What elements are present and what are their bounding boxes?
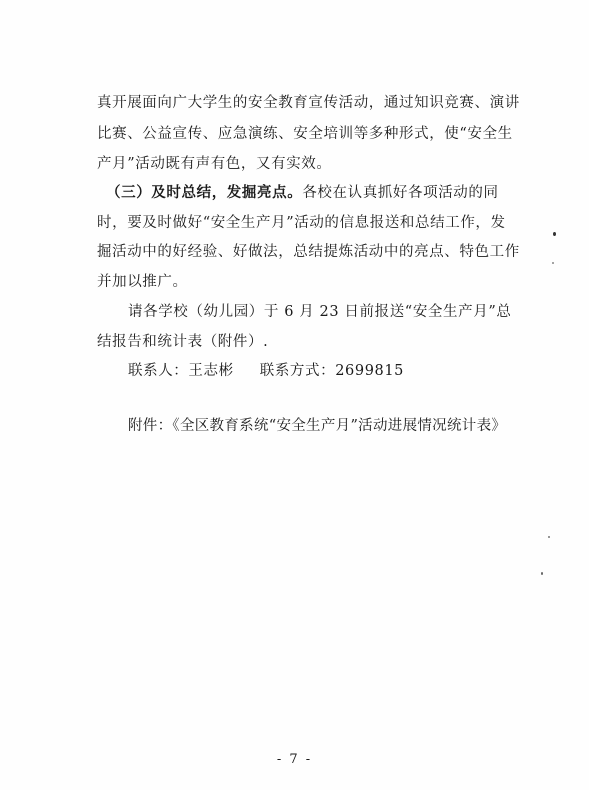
page-number: - 7 - bbox=[276, 752, 313, 767]
paragraph-1-line-3: 产月”活动既有声有色，又有实效。 bbox=[97, 156, 332, 172]
attachment-line: 附件：《全区教育系统“安全生产月”活动进展情况统计表》 bbox=[128, 418, 507, 434]
contact-person-label: 联系人： bbox=[128, 363, 189, 379]
paragraph-3-line-1: 请各学校（幼儿园）于 6 月 23 日前报送“安全生产月”总 bbox=[128, 304, 512, 320]
paragraph-2-line-3: 掘活动中的好经验、好做法，总结提炼活动中的亮点、特色工作 bbox=[97, 244, 520, 260]
contact-method-label: 联系方式： bbox=[259, 363, 336, 379]
contact-person-name: 王志彬 bbox=[188, 363, 234, 379]
paragraph-1-line-2: 比赛、公益宣传、应急演练、安全培训等多种形式，使“安全生 bbox=[97, 126, 513, 142]
scan-speck bbox=[553, 232, 556, 236]
paragraph-1-line-1: 真开展面向广大学生的安全教育宣传活动，通过知识竞赛、演讲 bbox=[97, 95, 520, 111]
paragraph-2-line-1-text: 各校在认真抓好各项活动的同 bbox=[302, 185, 499, 201]
scan-speck bbox=[541, 572, 543, 575]
paragraph-3-line-2: 结报告和统计表（附件）. bbox=[97, 334, 269, 350]
paragraph-2-line-2: 时，要及时做好“安全生产月”活动的信息报送和总结工作，发 bbox=[97, 215, 506, 231]
scan-speck bbox=[552, 262, 554, 264]
contact-phone: 2699815 bbox=[335, 363, 404, 379]
contact-line bbox=[128, 361, 404, 381]
section-heading: （三）及时总结，发掘亮点。 bbox=[106, 184, 303, 201]
scan-speck bbox=[548, 536, 550, 538]
paragraph-2-line-4: 并加以推广。 bbox=[97, 274, 188, 290]
paragraph-2-line-1 bbox=[106, 183, 499, 203]
